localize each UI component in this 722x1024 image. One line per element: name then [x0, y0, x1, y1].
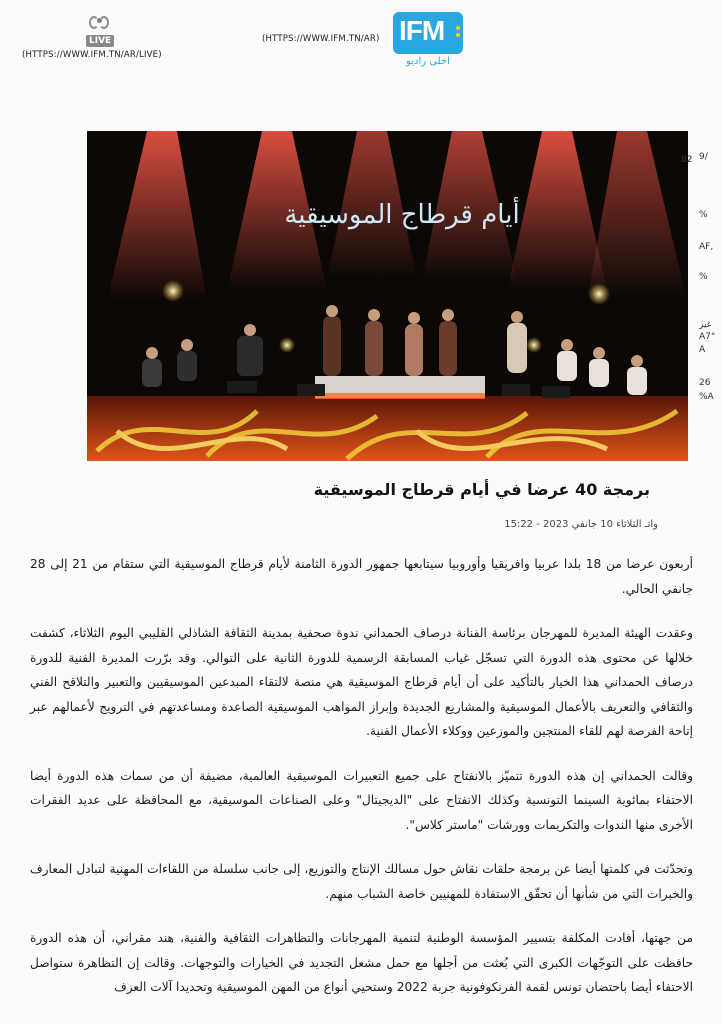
article-paragraph: وقالت الحمداني إن هذه الدورة تتميّز بالانفتاح على جميع التعبيرات الموسيقية العالمية، مضيفة أن من سمات هذه الدورة أيضا الاحتفاء بمائوية السينما التونسية وكذلك الانفتاح على "الديجيتال" وعلى الصناعات الموسيقية، مع المحافظة على عديد الفقرات الأخرى منها الندوات والتكريمات وورشات "ماستر كلاس". — [30, 768, 693, 832]
article-paragraph: أربعون عرضا من 18 بلدا عربيا وافريقيا وأوروبيا سيتابعها جمهور الدورة الثامنة لأيام قرطاج الموسيقية التي ستقام من 21 إلى 28 جانفي الحالي. — [30, 557, 693, 596]
side-fragment: 26 — [699, 378, 711, 388]
site-url[interactable]: (HTTPS://WWW.IFM.TN/AR) — [262, 34, 380, 44]
side-fragment: % — [699, 210, 708, 220]
logo-text: IFM — [399, 15, 445, 46]
article-meta: واتـ الثلاثاء 10 جانفي 2023 - 15:22 — [504, 519, 658, 530]
logo-slogan: احلى راديو — [406, 56, 450, 67]
side-fragment: 82 — [681, 155, 693, 165]
side-fragment: A7° — [699, 332, 716, 342]
article-body — [30, 552, 693, 1020]
concert-stage-illustration — [87, 131, 688, 461]
article-title: برمجة 40 عرضا في أيام قرطاج الموسيقية — [313, 480, 650, 499]
side-fragment: AF, — [699, 242, 714, 252]
side-fragment: % — [699, 272, 708, 282]
stage-banner: أيام قرطاج الموسيقية — [284, 200, 520, 230]
article-paragraph: وتحدّثت في كلمتها أيضا عن برمجة حلقات نقاش حول مسالك الإنتاج والتوزيع، إلى جانب سلسلة من اللقاءات المهنية لتبادل المعارف والخبرات التي من شأنها أن تحقّق الاستفادة للمهنيين خاصة الشباب منهم. — [30, 862, 693, 901]
broadcast-icon — [88, 16, 110, 28]
ifm-logo[interactable] — [393, 12, 463, 54]
side-fragment: غير — [699, 320, 712, 330]
live-link[interactable] — [86, 16, 112, 47]
article-paragraph: وعقدت الهيئة المديرة للمهرجان برئاسة الفنانة درصاف الحمداني ندوة صحفية بمدينة الثقافة الشاذلي القليبي اليوم الثلاثاء، كشفت خلالها عن محتوى هذه الدورة التي تسجّل غياب المسابقة الرسمية للدورة الثانية على التوالي. وقد برّرت المديرة الفنية للدورة درصاف الحمداني هذا الخيار بالتأكيد على أن أيام قرطاج الموسيقية هي منصة لالتقاء المبدعين الموسيقيين والتعبير والتلاقح الفني والثقافي والتعريف بالأعمال الموسيقية والمشاريع الجديدة وإبراز المواهب الموسيقية الصاعدة ومساعدتهم في الترويج لأعمالهم عبر إتاحة الفرصة لهم للقاء المنتجين والموزعين ووكلاء الأعمال الفنية. — [30, 626, 693, 738]
article-paragraph: من جهتها، أفادت المكلفة بتسيير المؤسسة الوطنية لتنمية المهرجانات والتظاهرات الثقافية والفنية، هند مقراني، أن هذه الدورة حافظت على التوجّهات الكبرى التي بُعثت من أجلها مع حمل مشعل التجديد في الخيارات والتوجهات. وقالت إن التظاهرة ستواصل الاحتفاء أيضا باحتضان تونس لقمة الفرنكوفونية جربة 2022 وستحيي أنواع من المهن الموسيقية وتحديدا آلات العزف — [30, 931, 693, 994]
concert-photo — [87, 131, 688, 461]
side-fragment: A — [699, 345, 706, 355]
logo-dots-icon — [456, 26, 460, 40]
live-url[interactable]: (HTTPS://WWW.IFM.TN/AR/LIVE) — [22, 50, 162, 60]
side-fragment: %A — [699, 392, 714, 402]
side-fragment: 9/ — [699, 152, 708, 162]
live-badge: LIVE — [86, 35, 114, 47]
